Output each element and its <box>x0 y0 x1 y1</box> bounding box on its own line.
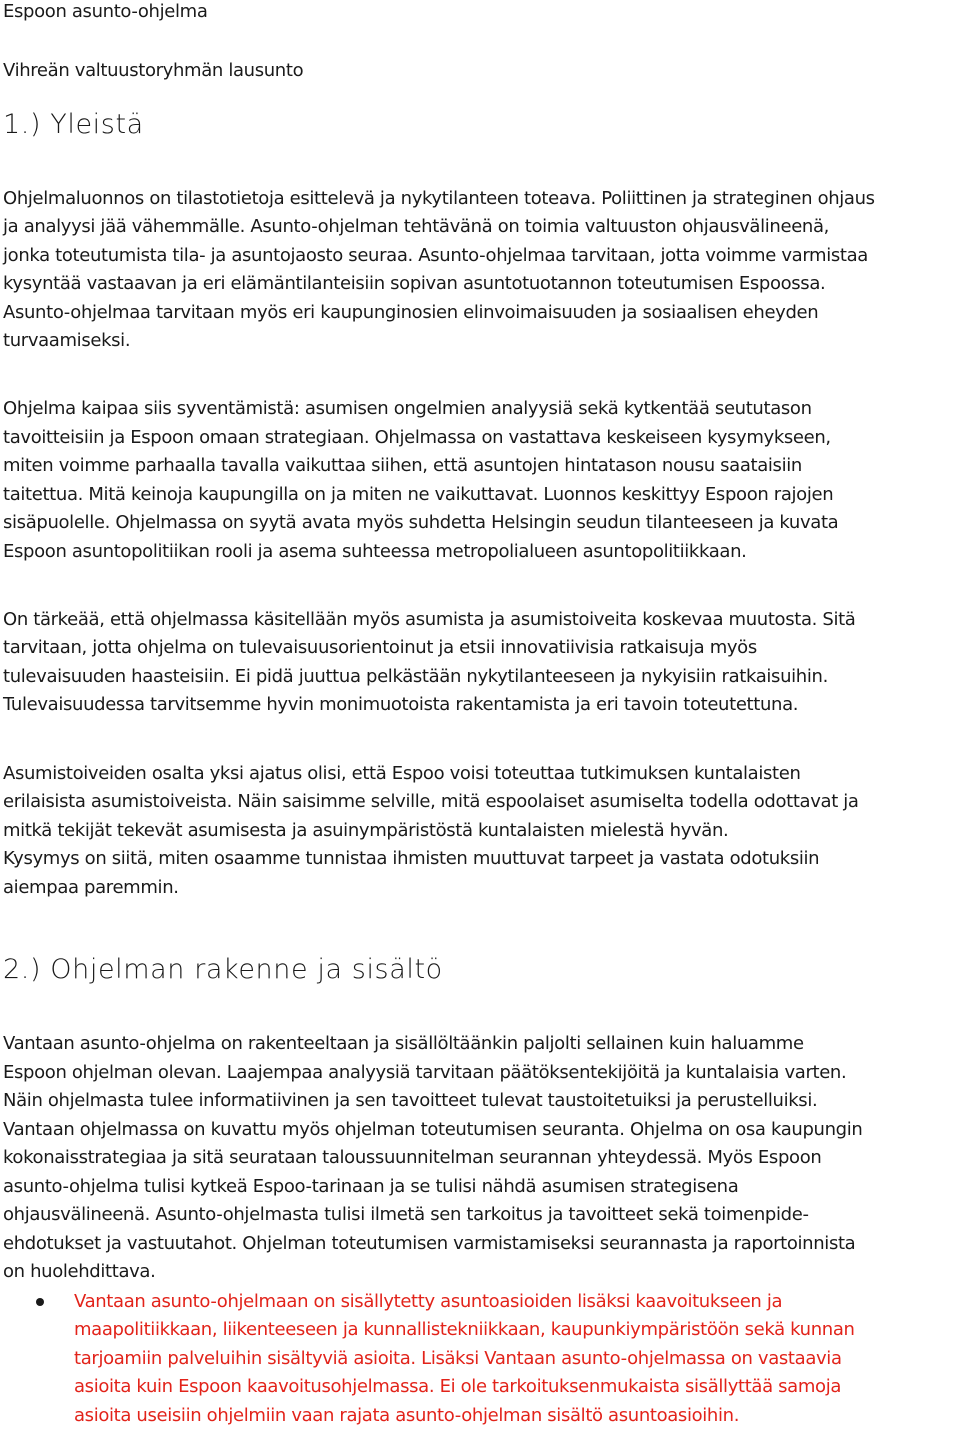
bullet-item-line: maapolitiikkaan, liikenteeseen ja kunnallistekniikkaan, kaupunkiympäristöön sekä kunnan <box>74 1319 855 1340</box>
paragraph-line: ehdotukset ja vastuutahot. Ohjelman toteutumisen varmistamiseksi seurannasta ja raportoinnista <box>3 1233 856 1254</box>
paragraph-line: tarvitaan, jotta ohjelma on tulevaisuusorientoinut ja etsii innovatiivisia ratkaisuja myös <box>3 637 757 658</box>
paragraph-line: ohjausvälineenä. Asunto-ohjelmasta tulisi ilmetä sen tarkoitus ja tavoitteet sekä toimenpide- <box>3 1204 809 1225</box>
paragraph-line: Ohjelmaluonnos on tilastotietoja esittelevä ja nykytilanteen toteava. Poliittinen ja strateginen ohjaus <box>3 188 875 209</box>
paragraph-line: Espoon ohjelman olevan. Laajempaa analyysiä tarvitaan päätöksentekijöitä ja kuntalaisia varten. <box>3 1062 847 1083</box>
paragraph-line: Tulevaisuudessa tarvitsemme hyvin monimuotoista rakentamista ja eri tavoin toteutettuna. <box>3 694 799 715</box>
paragraph-line: On tärkeää, että ohjelmassa käsitellään myös asumista ja asumistoiveita koskevaa muutosta. Sitä <box>3 609 856 630</box>
paragraph-line: Vantaan ohjelmassa on kuvattu myös ohjelman toteutumisen seuranta. Ohjelma on osa kaupungin <box>3 1119 863 1140</box>
document-subtitle: Vihreän valtuustoryhmän lausunto <box>3 60 304 81</box>
document-title: Espoon asunto-ohjelma <box>3 1 208 22</box>
paragraph-line: mitkä tekijät tekevät asumisesta ja asuinympäristöstä kuntalaisten mielestä hyvän. <box>3 820 729 841</box>
section-1-heading: 1.) Yleistä <box>3 109 144 140</box>
bullet-marker <box>36 1298 44 1306</box>
bullet-item-line: Vantaan asunto-ohjelmaan on sisällytetty asuntoasioiden lisäksi kaavoitukseen ja <box>74 1291 783 1312</box>
paragraph-line: kysyntää vastaavan ja eri elämäntilanteisiin sopivan asuntotuotannon toteutumisen Espoossa. <box>3 273 826 294</box>
paragraph-line: tulevaisuuden haasteisiin. Ei pidä juuttua pelkästään nykytilanteeseen ja nykyisiin ratkaisuihin. <box>3 666 828 687</box>
paragraph-line: Näin ohjelmasta tulee informatiivinen ja sen tavoitteet tulevat taustoitetuiksi ja perustelluiksi. <box>3 1090 818 1111</box>
paragraph-line: taitettua. Mitä keinoja kaupungilla on ja miten ne vaikuttavat. Luonnos keskittyy Espoon rajojen <box>3 484 834 505</box>
paragraph-line: Ohjelma kaipaa siis syventämistä: asumisen ongelmien analyysiä sekä kytkentää seututason <box>3 398 812 419</box>
paragraph-line: asunto-ohjelma tulisi kytkeä Espoo-tarinaan ja se tulisi nähdä asumisen strategisena <box>3 1176 739 1197</box>
paragraph-line: tavoitteisiin ja Espoon omaan strategiaan. Ohjelmassa on vastattava keskeiseen kysymykseen, <box>3 427 831 448</box>
section-2-heading: 2.) Ohjelman rakenne ja sisältö <box>3 954 443 985</box>
paragraph-line: Asunto-ohjelmaa tarvitaan myös eri kaupunginosien elinvoimaisuuden ja sosiaalisen eheyden <box>3 302 819 323</box>
paragraph-line: Espoon asuntopolitiikan rooli ja asema suhteessa metropolialueen asuntopolitiikkaan. <box>3 541 747 562</box>
paragraph-line: jonka toteutumista tila- ja asuntojaosto seuraa. Asunto-ohjelmaa tarvitaan, jotta voimme varmistaa <box>3 245 868 266</box>
bullet-item-line: asioita useisiin ohjelmiin vaan rajata asunto-ohjelman sisältö asuntoasioihin. <box>74 1405 740 1426</box>
paragraph-line: Asumistoiveiden osalta yksi ajatus olisi, että Espoo voisi toteuttaa tutkimuksen kuntalaisten <box>3 763 801 784</box>
paragraph-line: sisäpuolelle. Ohjelmassa on syytä avata myös suhdetta Helsingin seudun tilanteeseen ja kuvata <box>3 512 839 533</box>
paragraph-line: Vantaan asunto-ohjelma on rakenteeltaan ja sisällöltäänkin paljolti sellainen kuin haluamme <box>3 1033 804 1054</box>
paragraph-line: on huolehdittava. <box>3 1261 156 1282</box>
paragraph-line: erilaisista asumistoiveista. Näin saisimme selville, mitä espoolaiset asumiselta todella odottavat ja <box>3 791 859 812</box>
paragraph-line: ja analyysi jää vähemmälle. Asunto-ohjelman tehtävänä on toimia valtuuston ohjausvälineenä, <box>3 216 830 237</box>
paragraph-line: turvaamiseksi. <box>3 330 131 351</box>
bullet-item-line: asioita kuin Espoon kaavoitusohjelmassa. Ei ole tarkoituksenmukaista sisällyttää samoja <box>74 1376 842 1397</box>
paragraph-line: Kysymys on siitä, miten osaamme tunnistaa ihmisten muuttuvat tarpeet ja vastata odotuksiin <box>3 848 820 869</box>
paragraph-line: kokonaisstrategiaa ja sitä seurataan taloussuunnitelman seurannan yhteydessä. Myös Espoon <box>3 1147 822 1168</box>
bullet-item-line: tarjoamiin palveluihin sisältyviä asioita. Lisäksi Vantaan asunto-ohjelmassa on vastaavia <box>74 1348 842 1369</box>
paragraph-line: aiempaa paremmin. <box>3 877 179 898</box>
paragraph-line: miten voimme parhaalla tavalla vaikuttaa siihen, että asuntojen hintatason nousu saataisiin <box>3 455 802 476</box>
